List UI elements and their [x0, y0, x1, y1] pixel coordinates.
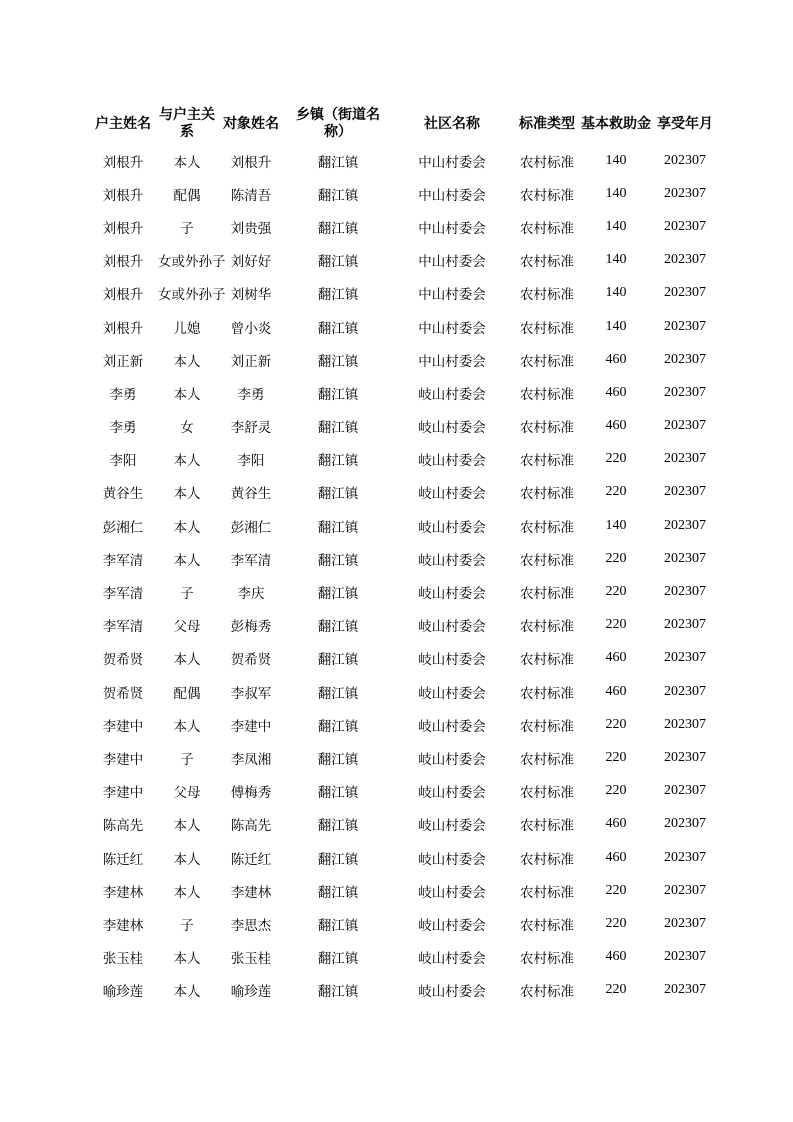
cell-period: 202307 — [664, 683, 706, 699]
cell-period: 202307 — [664, 550, 706, 566]
cell-town: 翻江镇 — [317, 586, 359, 603]
cell-householder-name: 刘正新 — [102, 353, 144, 370]
cell-householder-name: 李阳 — [109, 453, 137, 470]
cell-town: 翻江镇 — [317, 851, 359, 868]
cell-standard-type: 农村标准 — [520, 917, 574, 934]
cell-period: 202307 — [664, 849, 706, 865]
cell-town: 翻江镇 — [317, 818, 359, 835]
cell-recipient-name: 傅梅秀 — [230, 785, 272, 802]
cell-standard-type: 农村标准 — [520, 586, 574, 603]
table-row — [88, 941, 718, 974]
cell-standard-type: 农村标准 — [520, 420, 574, 437]
cell-recipient-name: 李思杰 — [230, 917, 272, 934]
cell-recipient-name: 彭湘仁 — [230, 519, 272, 536]
cell-standard-type: 农村标准 — [520, 486, 574, 503]
cell-householder-name: 刘根升 — [102, 287, 144, 304]
cell-town: 翻江镇 — [317, 154, 359, 171]
cell-town: 翻江镇 — [317, 320, 359, 337]
relief-recipient-table — [88, 104, 718, 1007]
table-header-row — [88, 104, 718, 144]
cell-standard-type: 农村标准 — [520, 552, 574, 569]
cell-relationship: 女或外孙子 — [158, 254, 226, 271]
cell-period: 202307 — [664, 351, 706, 367]
cell-standard-type: 农村标准 — [520, 884, 574, 901]
cell-relationship: 本人 — [173, 154, 201, 171]
cell-relationship: 父母 — [173, 785, 201, 802]
table-row — [88, 708, 718, 741]
cell-period: 202307 — [664, 418, 706, 434]
cell-standard-type: 农村标准 — [520, 951, 574, 968]
table-row — [88, 907, 718, 940]
cell-recipient-name: 曾小炎 — [230, 320, 272, 337]
cell-recipient-name: 刘正新 — [230, 353, 272, 370]
cell-community: 中山村委会 — [418, 187, 486, 204]
cell-basic-relief: 460 — [605, 949, 627, 965]
cell-standard-type: 农村标准 — [520, 320, 574, 337]
cell-standard-type: 农村标准 — [520, 187, 574, 204]
cell-standard-type: 农村标准 — [520, 685, 574, 702]
cell-period: 202307 — [664, 185, 706, 201]
cell-recipient-name: 陈迁红 — [230, 851, 272, 868]
table-row — [88, 310, 718, 343]
header-householder-name: 户主姓名 — [95, 115, 151, 132]
cell-householder-name: 刘根升 — [102, 154, 144, 171]
cell-town: 翻江镇 — [317, 984, 359, 1001]
cell-community: 岐山村委会 — [418, 818, 486, 835]
table-row — [88, 410, 718, 443]
table-row — [88, 210, 718, 243]
table-row — [88, 642, 718, 675]
cell-community: 中山村委会 — [418, 254, 486, 271]
cell-relationship: 本人 — [173, 984, 201, 1001]
cell-town: 翻江镇 — [317, 519, 359, 536]
header-period: 享受年月 — [657, 115, 713, 132]
cell-recipient-name: 刘树华 — [230, 287, 272, 304]
cell-standard-type: 农村标准 — [520, 453, 574, 470]
cell-community: 中山村委会 — [418, 287, 486, 304]
cell-relationship: 子 — [180, 220, 194, 237]
cell-community: 岐山村委会 — [418, 984, 486, 1001]
cell-recipient-name: 刘贵强 — [230, 220, 272, 237]
header-basic-relief: 基本救助金 — [581, 115, 651, 132]
cell-community: 中山村委会 — [418, 353, 486, 370]
cell-period: 202307 — [664, 650, 706, 666]
cell-standard-type: 农村标准 — [520, 287, 574, 304]
cell-basic-relief: 220 — [605, 484, 627, 500]
cell-basic-relief: 220 — [605, 882, 627, 898]
cell-community: 岐山村委会 — [418, 652, 486, 669]
cell-town: 翻江镇 — [317, 718, 359, 735]
cell-householder-name: 贺希贤 — [102, 685, 144, 702]
cell-householder-name: 李军清 — [102, 619, 144, 636]
cell-basic-relief: 220 — [605, 617, 627, 633]
cell-standard-type: 农村标准 — [520, 619, 574, 636]
relief-table-sheet — [88, 104, 718, 1007]
cell-basic-relief: 220 — [605, 915, 627, 931]
table-row — [88, 376, 718, 409]
cell-standard-type: 农村标准 — [520, 254, 574, 271]
cell-standard-type: 农村标准 — [520, 818, 574, 835]
cell-basic-relief: 140 — [605, 185, 627, 201]
cell-period: 202307 — [664, 816, 706, 832]
cell-recipient-name: 李军清 — [230, 552, 272, 569]
cell-period: 202307 — [664, 218, 706, 234]
cell-town: 翻江镇 — [317, 951, 359, 968]
cell-community: 岐山村委会 — [418, 851, 486, 868]
cell-period: 202307 — [664, 749, 706, 765]
table-row — [88, 741, 718, 774]
cell-householder-name: 喻珍莲 — [102, 984, 144, 1001]
cell-basic-relief: 460 — [605, 384, 627, 400]
cell-standard-type: 农村标准 — [520, 751, 574, 768]
cell-basic-relief: 140 — [605, 152, 627, 168]
cell-town: 翻江镇 — [317, 486, 359, 503]
cell-relationship: 本人 — [173, 652, 201, 669]
cell-householder-name: 陈高先 — [102, 818, 144, 835]
cell-basic-relief: 220 — [605, 451, 627, 467]
cell-community: 岐山村委会 — [418, 785, 486, 802]
cell-period: 202307 — [664, 451, 706, 467]
cell-householder-name: 李军清 — [102, 552, 144, 569]
cell-householder-name: 彭湘仁 — [102, 519, 144, 536]
table-row — [88, 675, 718, 708]
table-row — [88, 277, 718, 310]
cell-recipient-name: 李凤湘 — [230, 751, 272, 768]
cell-basic-relief: 460 — [605, 351, 627, 367]
cell-standard-type: 农村标准 — [520, 785, 574, 802]
table-row — [88, 542, 718, 575]
cell-standard-type: 农村标准 — [520, 984, 574, 1001]
cell-community: 中山村委会 — [418, 320, 486, 337]
cell-basic-relief: 220 — [605, 783, 627, 799]
cell-standard-type: 农村标准 — [520, 652, 574, 669]
table-body — [88, 144, 718, 1007]
cell-period: 202307 — [664, 882, 706, 898]
cell-basic-relief: 220 — [605, 584, 627, 600]
header-recipient-name: 对象姓名 — [223, 115, 279, 132]
cell-town: 翻江镇 — [317, 386, 359, 403]
table-row — [88, 144, 718, 177]
cell-householder-name: 李勇 — [109, 386, 137, 403]
cell-community: 岐山村委会 — [418, 552, 486, 569]
cell-basic-relief: 460 — [605, 683, 627, 699]
cell-town: 翻江镇 — [317, 884, 359, 901]
cell-householder-name: 陈迁红 — [102, 851, 144, 868]
cell-period: 202307 — [664, 484, 706, 500]
cell-basic-relief: 220 — [605, 749, 627, 765]
cell-community: 岐山村委会 — [418, 519, 486, 536]
table-row — [88, 443, 718, 476]
cell-recipient-name: 李阳 — [237, 453, 265, 470]
table-row — [88, 609, 718, 642]
cell-relationship: 本人 — [173, 951, 201, 968]
cell-relationship: 本人 — [173, 386, 201, 403]
cell-relationship: 本人 — [173, 486, 201, 503]
cell-recipient-name: 喻珍莲 — [230, 984, 272, 1001]
header-town: 乡镇（街道名称） — [296, 107, 380, 140]
cell-community: 岐山村委会 — [418, 884, 486, 901]
cell-period: 202307 — [664, 617, 706, 633]
cell-community: 中山村委会 — [418, 220, 486, 237]
cell-relationship: 本人 — [173, 884, 201, 901]
cell-standard-type: 农村标准 — [520, 353, 574, 370]
cell-period: 202307 — [664, 318, 706, 334]
cell-period: 202307 — [664, 949, 706, 965]
cell-relationship: 本人 — [173, 552, 201, 569]
cell-town: 翻江镇 — [317, 751, 359, 768]
cell-householder-name: 刘根升 — [102, 187, 144, 204]
cell-town: 翻江镇 — [317, 420, 359, 437]
cell-recipient-name: 贺希贤 — [230, 652, 272, 669]
cell-basic-relief: 460 — [605, 816, 627, 832]
cell-basic-relief: 220 — [605, 716, 627, 732]
cell-standard-type: 农村标准 — [520, 519, 574, 536]
cell-community: 岐山村委会 — [418, 453, 486, 470]
cell-standard-type: 农村标准 — [520, 851, 574, 868]
cell-town: 翻江镇 — [317, 353, 359, 370]
cell-town: 翻江镇 — [317, 287, 359, 304]
cell-standard-type: 农村标准 — [520, 718, 574, 735]
cell-householder-name: 黄谷生 — [102, 486, 144, 503]
cell-basic-relief: 460 — [605, 650, 627, 666]
cell-relationship: 儿媳 — [173, 320, 201, 337]
cell-period: 202307 — [664, 915, 706, 931]
table-row — [88, 476, 718, 509]
cell-householder-name: 李建林 — [102, 884, 144, 901]
cell-period: 202307 — [664, 152, 706, 168]
cell-community: 岐山村委会 — [418, 386, 486, 403]
cell-householder-name: 李建中 — [102, 718, 144, 735]
cell-basic-relief: 220 — [605, 982, 627, 998]
cell-recipient-name: 刘好好 — [230, 254, 272, 271]
cell-community: 中山村委会 — [418, 154, 486, 171]
cell-relationship: 女 — [180, 420, 194, 437]
header-community: 社区名称 — [424, 115, 480, 132]
cell-relationship: 本人 — [173, 718, 201, 735]
cell-relationship: 子 — [180, 917, 194, 934]
cell-recipient-name: 李建中 — [230, 718, 272, 735]
cell-recipient-name: 彭梅秀 — [230, 619, 272, 636]
cell-town: 翻江镇 — [317, 187, 359, 204]
cell-basic-relief: 140 — [605, 218, 627, 234]
cell-relationship: 本人 — [173, 353, 201, 370]
table-row — [88, 775, 718, 808]
cell-town: 翻江镇 — [317, 917, 359, 934]
cell-town: 翻江镇 — [317, 453, 359, 470]
table-row — [88, 509, 718, 542]
cell-recipient-name: 李建林 — [230, 884, 272, 901]
cell-relationship: 女或外孙子 — [158, 287, 226, 304]
cell-relationship: 本人 — [173, 453, 201, 470]
cell-community: 岐山村委会 — [418, 751, 486, 768]
table-row — [88, 808, 718, 841]
cell-community: 岐山村委会 — [418, 586, 486, 603]
cell-relationship: 本人 — [173, 818, 201, 835]
cell-period: 202307 — [664, 252, 706, 268]
cell-basic-relief: 460 — [605, 849, 627, 865]
cell-basic-relief: 460 — [605, 418, 627, 434]
cell-householder-name: 李军清 — [102, 586, 144, 603]
cell-recipient-name: 李舒灵 — [230, 420, 272, 437]
cell-relationship: 配偶 — [173, 685, 201, 702]
cell-recipient-name: 李叔军 — [230, 685, 272, 702]
table-row — [88, 974, 718, 1007]
cell-householder-name: 李勇 — [109, 420, 137, 437]
cell-basic-relief: 140 — [605, 285, 627, 301]
cell-period: 202307 — [664, 517, 706, 533]
header-relationship: 与户主关系 — [159, 107, 215, 140]
cell-relationship: 本人 — [173, 851, 201, 868]
cell-period: 202307 — [664, 982, 706, 998]
header-standard-type: 标准类型 — [519, 115, 575, 132]
table-row — [88, 244, 718, 277]
table-row — [88, 343, 718, 376]
cell-basic-relief: 140 — [605, 252, 627, 268]
cell-period: 202307 — [664, 384, 706, 400]
cell-householder-name: 刘根升 — [102, 320, 144, 337]
cell-community: 岐山村委会 — [418, 486, 486, 503]
cell-basic-relief: 140 — [605, 517, 627, 533]
cell-householder-name: 张玉桂 — [102, 951, 144, 968]
cell-town: 翻江镇 — [317, 619, 359, 636]
cell-recipient-name: 陈清吾 — [230, 187, 272, 204]
cell-recipient-name: 陈高先 — [230, 818, 272, 835]
cell-town: 翻江镇 — [317, 652, 359, 669]
cell-householder-name: 贺希贤 — [102, 652, 144, 669]
cell-relationship: 配偶 — [173, 187, 201, 204]
cell-community: 岐山村委会 — [418, 917, 486, 934]
cell-standard-type: 农村标准 — [520, 154, 574, 171]
cell-householder-name: 李建中 — [102, 785, 144, 802]
cell-town: 翻江镇 — [317, 220, 359, 237]
cell-householder-name: 刘根升 — [102, 254, 144, 271]
cell-basic-relief: 140 — [605, 318, 627, 334]
cell-town: 翻江镇 — [317, 254, 359, 271]
cell-recipient-name: 黄谷生 — [230, 486, 272, 503]
cell-period: 202307 — [664, 285, 706, 301]
cell-basic-relief: 220 — [605, 550, 627, 566]
cell-community: 岐山村委会 — [418, 619, 486, 636]
cell-standard-type: 农村标准 — [520, 386, 574, 403]
cell-town: 翻江镇 — [317, 552, 359, 569]
cell-community: 岐山村委会 — [418, 685, 486, 702]
cell-period: 202307 — [664, 716, 706, 732]
cell-householder-name: 李建中 — [102, 751, 144, 768]
cell-relationship: 子 — [180, 751, 194, 768]
table-row — [88, 575, 718, 608]
cell-period: 202307 — [664, 584, 706, 600]
cell-community: 岐山村委会 — [418, 420, 486, 437]
cell-householder-name: 刘根升 — [102, 220, 144, 237]
cell-town: 翻江镇 — [317, 685, 359, 702]
cell-standard-type: 农村标准 — [520, 220, 574, 237]
cell-relationship: 父母 — [173, 619, 201, 636]
cell-recipient-name: 刘根升 — [230, 154, 272, 171]
cell-recipient-name: 李勇 — [237, 386, 265, 403]
table-row — [88, 177, 718, 210]
cell-recipient-name: 张玉桂 — [230, 951, 272, 968]
cell-community: 岐山村委会 — [418, 951, 486, 968]
cell-recipient-name: 李庆 — [237, 586, 265, 603]
cell-town: 翻江镇 — [317, 785, 359, 802]
cell-householder-name: 李建林 — [102, 917, 144, 934]
table-row — [88, 874, 718, 907]
cell-relationship: 本人 — [173, 519, 201, 536]
cell-community: 岐山村委会 — [418, 718, 486, 735]
cell-relationship: 子 — [180, 586, 194, 603]
cell-period: 202307 — [664, 783, 706, 799]
table-row — [88, 841, 718, 874]
